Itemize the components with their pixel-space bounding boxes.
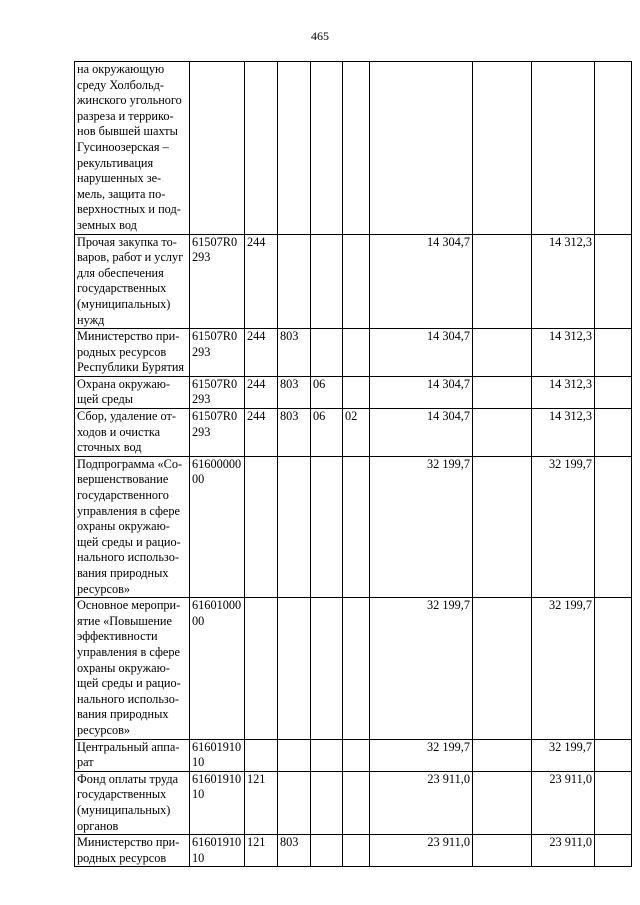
vr-value: 121 — [247, 835, 266, 850]
name_lines-line: управления в сфере — [77, 644, 180, 659]
sum2-value: 14 312,3 — [548, 376, 592, 391]
code_lines-line: 61507R0 — [192, 329, 238, 344]
name_lines-line: Гусиноозерская – — [77, 139, 169, 154]
cell-subsection — [343, 329, 370, 377]
cell-amount-1 — [370, 234, 473, 329]
sum2-value: 32 199,7 — [548, 456, 592, 471]
cell-empty — [595, 234, 632, 329]
name_lines-line: Центральный аппа- — [77, 739, 180, 754]
name_lines-line: рат — [77, 755, 94, 770]
cell-target-article — [190, 835, 245, 867]
name_lines-line: Министерство при- — [77, 835, 180, 850]
sum1-value: 32 199,7 — [426, 456, 470, 471]
cell-target-article — [190, 409, 245, 457]
cell-subsection — [343, 376, 370, 408]
name_lines-line: вания природных — [77, 566, 169, 580]
cell-subsection — [343, 598, 370, 739]
cell-expense-type — [245, 739, 278, 771]
cell-empty — [473, 329, 532, 377]
grbs-value: 803 — [280, 409, 299, 424]
cell-amount-2 — [532, 771, 595, 834]
cell-empty — [595, 771, 632, 834]
page-number: 465 — [311, 29, 329, 43]
sum1-value: 32 199,7 — [426, 598, 470, 613]
name_lines-line: нального использо- — [77, 550, 179, 565]
cell-section — [311, 598, 343, 739]
cell-amount-1 — [370, 62, 473, 235]
code_lines-line: 10 — [192, 850, 205, 865]
name_lines-line: вания природных — [77, 707, 169, 722]
name_lines-line: жинского угольного — [77, 93, 182, 108]
code_lines-line: 61601910 — [192, 835, 242, 850]
vr-value: 244 — [247, 376, 266, 391]
cell-amount-2 — [532, 598, 595, 739]
cell-empty — [473, 234, 532, 329]
cell-name — [75, 456, 190, 597]
cell-name — [75, 771, 190, 834]
cell-name — [75, 376, 190, 408]
cell-target-article — [190, 62, 245, 235]
name_lines-line: Прочая закупка то- — [77, 234, 177, 249]
cell-section — [311, 456, 343, 597]
cell-expense-type — [245, 409, 278, 457]
grbs-value: 803 — [280, 329, 299, 344]
cell-empty — [595, 376, 632, 408]
code_lines-line: 61507R0 — [192, 234, 238, 249]
name_lines-line: (муниципальных) — [77, 296, 171, 311]
cell-empty — [595, 409, 632, 457]
cell-ministry-code — [278, 456, 311, 597]
cell-amount-2 — [532, 456, 595, 597]
cell-ministry-code — [278, 409, 311, 457]
budget-table — [74, 61, 632, 867]
cell-empty — [473, 409, 532, 457]
name_lines-line: щей среды и рацио- — [77, 676, 181, 691]
name_lines-line: Основное меропри- — [77, 598, 181, 613]
cell-amount-2 — [532, 234, 595, 329]
code_lines-line: 293 — [192, 250, 211, 265]
cell-amount-1 — [370, 739, 473, 771]
cell-empty — [473, 456, 532, 597]
cell-expense-type — [245, 234, 278, 329]
cell-target-article — [190, 234, 245, 329]
sum2-value: 23 911,0 — [549, 771, 592, 786]
sum2-value: 14 312,3 — [548, 234, 592, 249]
name_lines-line: эффективности — [77, 629, 158, 644]
cell-empty — [473, 771, 532, 834]
cell-amount-2 — [532, 376, 595, 408]
cell-section — [311, 329, 343, 377]
cell-amount-1 — [370, 329, 473, 377]
vr-value: 121 — [247, 771, 266, 786]
cell-expense-type — [245, 835, 278, 867]
name_lines-line: государственных — [77, 281, 167, 296]
table-row — [75, 739, 632, 771]
name_lines-line: Министерство при- — [77, 329, 180, 344]
cell-ministry-code — [278, 598, 311, 739]
cell-empty — [595, 329, 632, 377]
cell-section — [311, 409, 343, 457]
cell-empty — [595, 739, 632, 771]
name_lines-line: нарушенных зе- — [77, 171, 162, 186]
sum2-value: 14 312,3 — [548, 409, 592, 424]
cell-section — [311, 835, 343, 867]
cell-amount-2 — [532, 835, 595, 867]
cell-subsection — [343, 234, 370, 329]
sum2-value: 23 911,0 — [549, 835, 592, 850]
grbs-value: 803 — [280, 835, 299, 850]
cell-name — [75, 835, 190, 867]
cell-ministry-code — [278, 234, 311, 329]
name_lines-line: вершенствование — [77, 472, 169, 487]
code_lines-line: 61601000 — [192, 598, 242, 613]
cell-subsection — [343, 456, 370, 597]
cell-amount-2 — [532, 739, 595, 771]
name_lines-line: разреза и террико- — [77, 108, 174, 123]
table-row — [75, 598, 632, 739]
name_lines-line: среду Холбольд- — [77, 77, 164, 92]
name_lines-line: мель, защита по- — [77, 186, 166, 201]
cell-empty — [473, 62, 532, 235]
sum1-value: 14 304,7 — [426, 329, 470, 344]
cell-name — [75, 234, 190, 329]
cell-section — [311, 62, 343, 235]
name_lines-line: щей среды — [77, 392, 134, 407]
cell-empty — [473, 835, 532, 867]
cell-expense-type — [245, 329, 278, 377]
cell-amount-2 — [532, 409, 595, 457]
cell-subsection — [343, 409, 370, 457]
pr-value: 02 — [345, 409, 358, 424]
vr-value: 244 — [247, 234, 266, 249]
cell-subsection — [343, 62, 370, 235]
rz-value: 06 — [313, 376, 326, 391]
name_lines-line: щей среды и рацио- — [77, 534, 181, 549]
name_lines-line: ресурсов» — [77, 722, 131, 737]
cell-expense-type — [245, 62, 278, 235]
vr-value: 244 — [247, 329, 266, 344]
code_lines-line: 61601910 — [192, 771, 242, 786]
sum2-value: 32 199,7 — [548, 739, 592, 754]
cell-expense-type — [245, 598, 278, 739]
sum1-value: 14 304,7 — [426, 234, 470, 249]
name_lines-line: органов — [77, 818, 119, 833]
cell-empty — [595, 835, 632, 867]
cell-name — [75, 329, 190, 377]
cell-ministry-code — [278, 835, 311, 867]
cell-section — [311, 771, 343, 834]
sum1-value: 23 911,0 — [427, 771, 470, 786]
cell-empty — [595, 456, 632, 597]
name_lines-line: земных вод — [77, 217, 137, 232]
table-row — [75, 456, 632, 597]
cell-amount-2 — [532, 329, 595, 377]
cell-amount-1 — [370, 598, 473, 739]
name_lines-line: родных ресурсов — [77, 344, 167, 359]
cell-amount-2 — [532, 62, 595, 235]
name_lines-line: управления в сфере — [77, 503, 180, 518]
name_lines-line: государственных — [77, 787, 167, 802]
name_lines-line: Охрана окружаю- — [77, 376, 171, 391]
cell-target-article — [190, 598, 245, 739]
name_lines-line: нужд — [77, 312, 105, 327]
name_lines-line: охраны окружаю- — [77, 519, 170, 534]
cell-empty — [473, 598, 532, 739]
vr-value: 244 — [247, 409, 266, 424]
code_lines-line: 293 — [192, 392, 211, 407]
name_lines-line: (муниципальных) — [77, 802, 171, 817]
code_lines-line: 61507R0 — [192, 409, 238, 424]
code_lines-line: 293 — [192, 344, 211, 359]
cell-ministry-code — [278, 771, 311, 834]
name_lines-line: ятие «Повышение — [77, 613, 172, 628]
cell-expense-type — [245, 456, 278, 597]
code_lines-line: 61600000 — [192, 456, 242, 471]
cell-section — [311, 234, 343, 329]
name_lines-line: на окружающую — [77, 62, 165, 76]
name_lines-line: охраны окружаю- — [77, 660, 170, 675]
cell-amount-1 — [370, 409, 473, 457]
name_lines-line: варов, работ и услуг — [77, 250, 184, 265]
cell-ministry-code — [278, 62, 311, 235]
cell-subsection — [343, 739, 370, 771]
cell-target-article — [190, 329, 245, 377]
code_lines-line: 00 — [192, 613, 205, 628]
name_lines-line: сточных вод — [77, 440, 142, 455]
cell-name — [75, 739, 190, 771]
sum1-value: 32 199,7 — [426, 739, 470, 754]
cell-empty — [595, 62, 632, 235]
code_lines-line: 00 — [192, 472, 205, 487]
name_lines-line: Фонд оплаты труда — [77, 771, 179, 786]
cell-empty — [595, 598, 632, 739]
cell-target-article — [190, 739, 245, 771]
code_lines-line: 61507R0 — [192, 376, 238, 391]
table-row — [75, 62, 632, 235]
name_lines-line: ресурсов» — [77, 581, 131, 596]
grbs-value: 803 — [280, 376, 299, 391]
cell-amount-1 — [370, 835, 473, 867]
table-row — [75, 835, 632, 867]
name_lines-line: нального использо- — [77, 691, 179, 706]
name_lines-line: Республики Бурятия — [77, 360, 185, 375]
cell-subsection — [343, 835, 370, 867]
cell-expense-type — [245, 376, 278, 408]
cell-ministry-code — [278, 376, 311, 408]
name_lines-line: родных ресурсов — [77, 850, 167, 865]
table-row — [75, 771, 632, 834]
cell-ministry-code — [278, 739, 311, 771]
name_lines-line: Подпрограмма «Со- — [77, 456, 183, 471]
table-row — [75, 234, 632, 329]
table-row — [75, 329, 632, 377]
name_lines-line: государственного — [77, 488, 169, 503]
cell-target-article — [190, 456, 245, 597]
code_lines-line: 61601910 — [192, 739, 242, 754]
sum1-value: 14 304,7 — [426, 376, 470, 391]
cell-target-article — [190, 771, 245, 834]
cell-amount-1 — [370, 376, 473, 408]
name_lines-line: нов бывшей шахты — [77, 124, 178, 139]
name_lines-line: ходов и очистка — [77, 424, 161, 439]
rz-value: 06 — [313, 409, 326, 424]
sum2-value: 14 312,3 — [548, 329, 592, 344]
name_lines-line: верхностных и под- — [77, 202, 181, 217]
name_lines-line: для обеспечения — [77, 265, 164, 280]
code_lines-line: 10 — [192, 787, 205, 802]
cell-subsection — [343, 771, 370, 834]
code_lines-line: 10 — [192, 755, 205, 770]
name_lines-line: рекультивация — [77, 155, 154, 170]
cell-expense-type — [245, 771, 278, 834]
sum2-value: 32 199,7 — [548, 598, 592, 613]
table-row — [75, 376, 632, 408]
cell-name — [75, 62, 190, 235]
cell-name — [75, 598, 190, 739]
cell-ministry-code — [278, 329, 311, 377]
sum1-value: 14 304,7 — [426, 409, 470, 424]
cell-empty — [473, 739, 532, 771]
table-row — [75, 409, 632, 457]
cell-section — [311, 376, 343, 408]
sum1-value: 23 911,0 — [427, 835, 470, 850]
cell-section — [311, 739, 343, 771]
cell-amount-1 — [370, 456, 473, 597]
cell-name — [75, 409, 190, 457]
name_lines-line: Сбор, удаление от- — [77, 409, 176, 424]
cell-empty — [473, 376, 532, 408]
cell-target-article — [190, 376, 245, 408]
cell-amount-1 — [370, 771, 473, 834]
table-body — [75, 62, 632, 867]
code_lines-line: 293 — [192, 424, 211, 439]
